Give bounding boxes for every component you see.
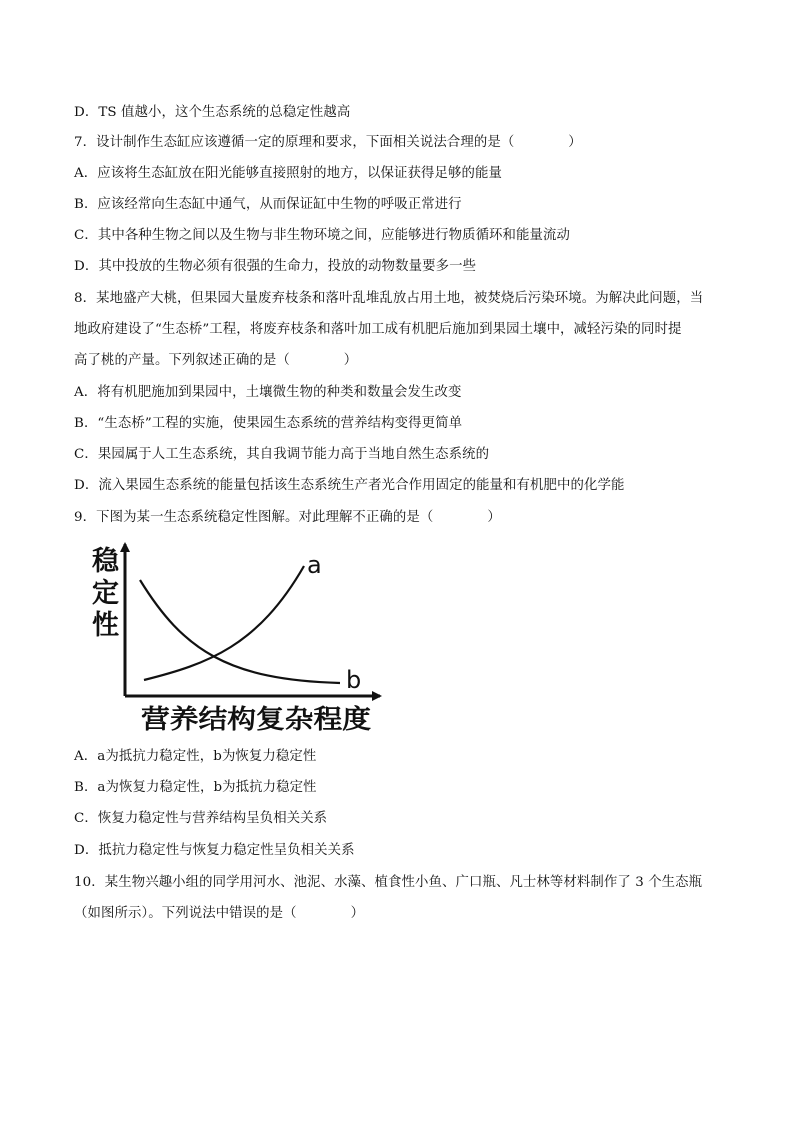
y-axis-label-char-1: 稳 — [92, 546, 119, 577]
q7-option-d: D．其中投放的生物必须有很强的生命力，投放的动物数量要多一些 — [74, 259, 477, 274]
y-axis-label-char-3: 性 — [92, 610, 119, 641]
q6-option-d: D．TS 值越小，这个生态系统的总稳定性越高 — [74, 105, 351, 120]
q8-stem-line2: 地政府建设了“生态桥”工程，将废弃枝条和落叶加工成有机肥后施加到果园土壤中，减轻污染的同时提 — [74, 322, 682, 337]
q8-option-b: B．“生态桥”工程的实施，使果园生态系统的营养结构变得更简单 — [74, 416, 463, 431]
y-axis-label-char-2: 定 — [92, 578, 119, 609]
q9-option-a: A．a为抵抗力稳定性，b为恢复力稳定性 — [74, 749, 317, 764]
q8-stem-line3: 高了桃的产量。下列叙述正确的是（ ） — [74, 353, 358, 368]
curve-b — [140, 580, 340, 683]
q7-option-a: A．应该将生态缸放在阳光能够直接照射的地方，以保证获得足够的能量 — [74, 166, 502, 181]
q9-option-b: B．a为恢复力稳定性，b为抵抗力稳定性 — [74, 780, 317, 795]
q8-option-d: D．流入果园生态系统的能量包括该生态系统生产者光合作用固定的能量和有机肥中的化学能 — [74, 478, 625, 493]
curve-a-label: a — [307, 551, 322, 579]
q9-option-d: D．抵抗力稳定性与恢复力稳定性呈负相关关系 — [74, 843, 355, 858]
x-axis-label: 营养结构复杂程度 — [141, 705, 350, 735]
q10-stem-line2: （如图所示）。下列说法中错误的是（ ） — [74, 906, 365, 921]
q9-option-c: C．恢复力稳定性与营养结构呈负相关关系 — [74, 811, 328, 826]
q8-option-c: C．果园属于人工生态系统，其自我调节能力高于当地自然生态系统的 — [74, 447, 490, 462]
q7-option-b: B．应该经常向生态缸中通气，从而保证缸中生物的呼吸正常进行 — [74, 197, 462, 212]
curve-a — [144, 566, 304, 680]
stability-diagram — [88, 538, 388, 738]
q9-stem: 9．下图为某一生态系统稳定性图解。对此理解不正确的是（ ） — [74, 510, 501, 525]
q10-stem-line1: 10．某生物兴趣小组的同学用河水、池泥、水藻、植食性小鱼、广口瓶、凡士林等材料制作了 3 个生态瓶 — [74, 875, 703, 890]
curve-b-label: b — [346, 666, 362, 694]
q8-option-a: A．将有机肥施加到果园中，土壤微生物的种类和数量会发生改变 — [74, 385, 462, 400]
q8-stem-line1: 8．某地盛产大桃，但果园大量废弃枝条和落叶乱堆乱放占用土地，被焚烧后污染环境。为解决此问题，当 — [74, 291, 704, 306]
q7-option-c: C．其中各种生物之间以及生物与非生物环境之间，应能够进行物质循环和能量流动 — [74, 228, 571, 243]
q7-stem: 7．设计制作生态缸应该遵循一定的原理和要求，下面相关说法合理的是（ ） — [74, 135, 582, 150]
